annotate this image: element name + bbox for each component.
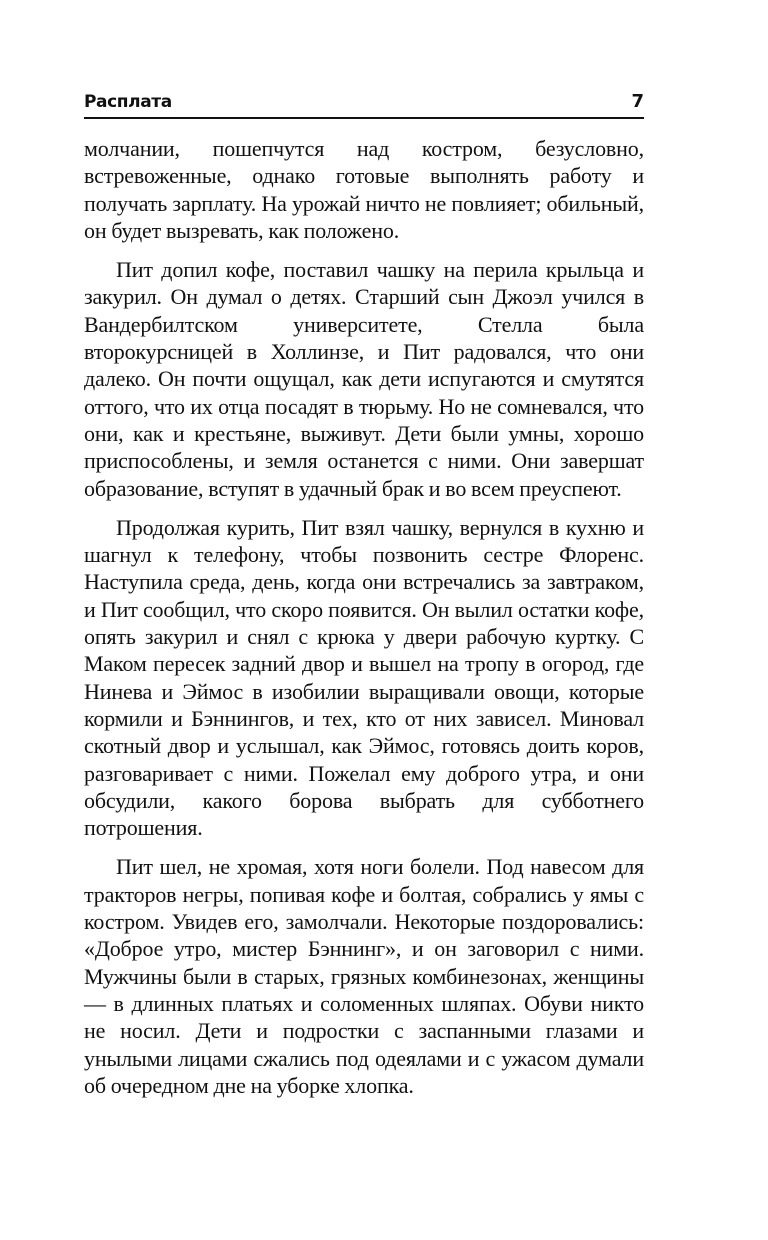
running-title: Расплата xyxy=(84,92,172,112)
paragraph: Пит шел, не хромая, хотя ноги болели. Под навесом для тракторов негры, попивая кофе и болтая, собрались у ямы с костром. Увидев его, замолчали. Некоторые поздоровались: «Доброе утро, мистер Бэннинг», и он заговорил с ними. Мужчины были в старых, грязных комбинезонах, женщины — в длинных платьях и соломенных шляпах. Обуви никто не носил. Дети и подростки с заспанными глазами и унылыми лицами сжались под одеялами и с ужасом думали об очередном дне на уборке хлопка. xyxy=(84,854,644,1098)
book-page xyxy=(84,88,644,1099)
paragraph-continuation: молчании, пошепчутся над костром, безусловно, встревоженные, однако готовые выполнять работу и получать зарплату. На урожай ничто не повлияет; обильный, он будет вызревать, как положено. xyxy=(84,136,644,243)
running-head xyxy=(84,88,644,119)
page-number: 7 xyxy=(631,91,644,112)
body-text xyxy=(84,135,644,1099)
paragraph: Пит допил кофе, поставил чашку на перила крыльца и закурил. Он думал о детях. Старший сын Джоэл учился в Вандербилтском университете, Стелла была второкурсницей в Холлинзе, и Пит радовался, что они далеко. Он почти ощущал, как дети испугаются и смутятся оттого, что их отца посадят в тюрьму. Но не сомневался, что они, как и крестьяне, выживут. Дети были умны, хорошо приспособлены, и земля останется с ними. Они завершат образование, вступят в удачный брак и во всем преуспеют. xyxy=(84,257,644,501)
paragraph: Продолжая курить, Пит взял чашку, вернулся в кухню и шагнул к телефону, чтобы позвонить сестре Флоренс. Наступила среда, день, когда они встречались за завтраком, и Пит сообщил, что скоро появится. Он вылил остатки кофе, опять закурил и снял с крюка у двери рабочую куртку. С Маком пересек задний двор и вышел на тропу в огород, где Нинева и Эймос в изобилии выращивали овощи, которые кормили и Бэннингов, и тех, кто от них зависел. Миновал скотный двор и услышал, как Эймос, готовясь доить коров, разговаривает с ними. Пожелал ему доброго утра, и они обсудили, какого борова выбрать для субботнего потрошения. xyxy=(84,514,644,841)
